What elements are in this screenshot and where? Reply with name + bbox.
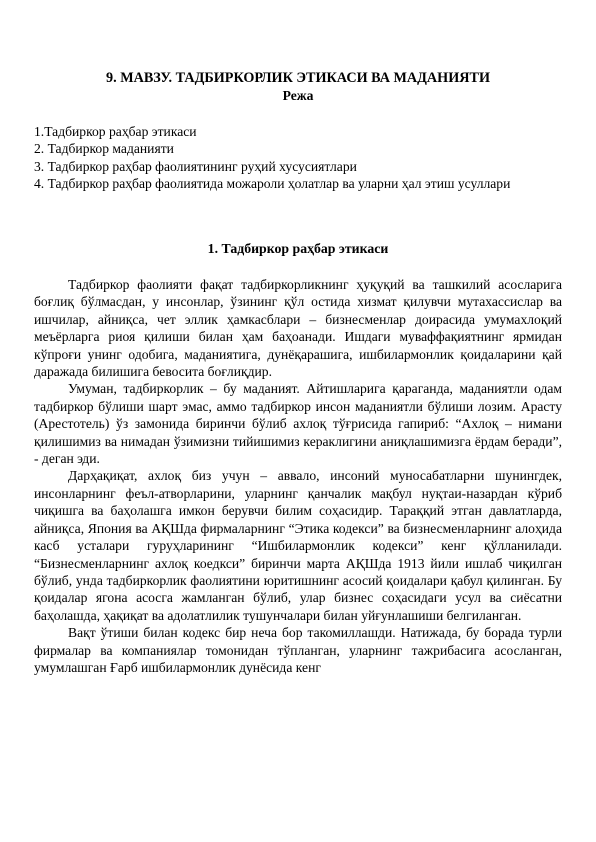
paragraph-2: Умуман, тадбиркорлик – бу маданият. Айтишларига қараганда, маданиятли одам тадбиркор бўлиши шарт эмас, аммо тадбиркор инсон маданиятли бўлиши лозим. Арасту (Арестотель) ўз замонида биринчи бўлиб ахлоқ тўғрисида гапириб: “Ахлоқ – нимани қилишимиз ва нимадан ўзимизни тийишимиз кераклигини аниқлашимизга ёрдам беради”, - деган эди. <box>34 381 562 467</box>
paragraph-4: Вақт ўтиши билан кодекс бир неча бор такомиллашди. Натижада, бу борада турли фирмалар ва компаниялар томонидан тўпланган, уларнинг тажрибасига асосланган, умумлашган Ғарб ишбилармонлик дунёсида кенг <box>34 625 562 675</box>
paragraph-1: Тадбиркор фаолияти фақат тадбиркорликнинг ҳуқуқий ва ташкилий асосларига боғлиқ бўлмасдан, у инсонлар, ўзининг қўл остида хизмат қилувчи мутахассислар ва ишчилар, айниқса, чет эллик ҳамкасблари – бизнесменлар доирасида умумахлоқий меъёрларга риоя қилиши билан ҳам баҳоанади. Ишдаги муваффақиятнинг ярмидан кўпроғи унинг одобига, маданиятига, дунёқарашига, ишбилармонлик қоидаларини қай даражада билишига бевосита боғлиқдир. <box>34 277 562 380</box>
plan-item-4: 4. Тадбиркор раҳбар фаолиятида можароли ҳолатлар ва уларни ҳал этиш усуллари <box>34 176 511 192</box>
plan-item-3: 3. Тадбиркор раҳбар фаолиятининг руҳий хусусиятлари <box>34 158 357 174</box>
plan-item-2: 2. Тадбиркор маданияти <box>34 141 174 157</box>
plan-list <box>34 123 562 193</box>
body-text <box>34 276 562 676</box>
paragraph-3: Дарҳақиқат, ахлоқ биз учун – аввало, инсоний муносабатларни шунингдек, инсонларнинг феъл-атворларини, уларнинг қанчалик мақбул нуқтаи-назардан кўриб чиқишга ва баҳолашга имкон берувчи билим соҳасидир. Тараққий этган давлатларда, айниқса, Япония ва АҚШда фирмаларнинг “Этика кодекси” ва бизнесменларнинг алоҳида касб усталари гуруҳларининг “Ишбилармонлик кодекси” кенг қўлланилади. “Бизнесменларнинг ахлоқ коедкси” биринчи марта АҚШда 1913 йили ишлаб чиқилган бўлиб, унда тадбиркорлик фаолиятини юритишнинг асосий қоидалари қабул қилинган. Бу қоидалар ягона асосга жамланган бўлиб, улар бизнес соҳасидаги усул ва сиёсатни баҳолашда, ҳақиқат ва адолатлилик тушунчалари билан уйғунлашиши белгиланган. <box>34 468 562 623</box>
plan-item-1: 1.Тадбиркор раҳбар этикаси <box>34 124 197 139</box>
document-title: 9. МАВЗУ. ТАДБИРКОРЛИК ЭТИКАСИ ВА МАДАНИЯТИ <box>106 70 490 86</box>
plan-subtitle: Режа <box>282 88 314 103</box>
section-heading: 1. Тадбиркор раҳбар этикаси <box>207 241 389 256</box>
